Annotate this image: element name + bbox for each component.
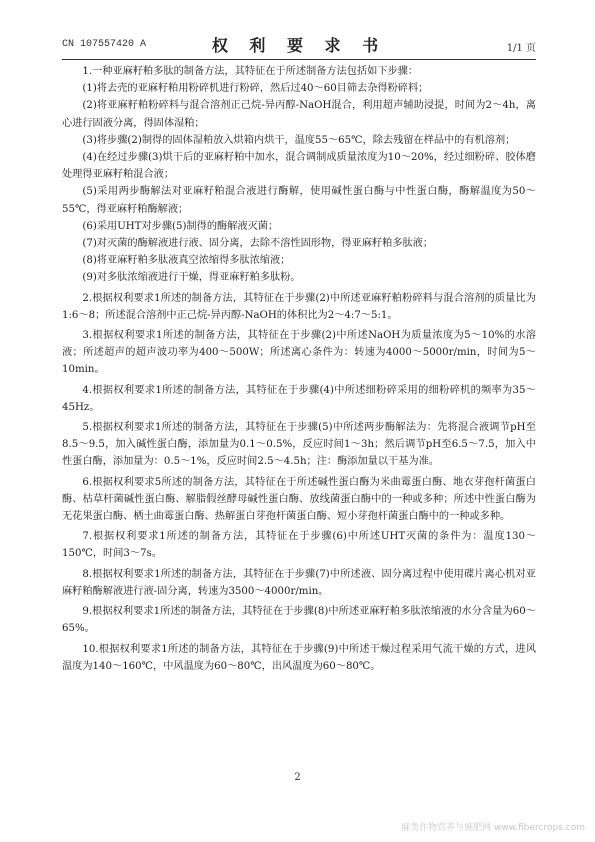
claim-1-step-9: (9)对多肽浓缩液进行干燥，得亚麻籽粕多肽粉。 — [82, 272, 301, 284]
claim-1: 1.一种亚麻籽粕多肽的制备方法，其特征在于所述制备方法包括如下步骤： — [82, 66, 419, 77]
claims-body — [62, 63, 536, 675]
claim-10: 10.根据权利要求1所述的制备方法，其特征在于步骤(9)中所述干燥过程采用气流干燥的方式，进风温度为140～160℃，中风温度为60～80℃，出风温度为60～80℃。 — [62, 643, 536, 672]
claim-1-step-5: (5)采用两步酶解法对亚麻籽粕混合液进行酶解，使用碱性蛋白酶与中性蛋白酶，酶解温度为50～55℃，得亚麻籽粕酶解液； — [62, 186, 536, 215]
claim-1-step-3: (3)将步骤(2)制得的固体湿粕放入烘箱内烘干，温度55～65℃，除去残留在样品中的有机溶剂； — [82, 134, 516, 146]
claim-6: 6.根据权利要求5所述的制备方法，其特征在于所述碱性蛋白酶为米曲霉蛋白酶、地衣芽孢杆菌蛋白酶、枯草杆菌碱性蛋白酶、解脂假丝酵母碱性蛋白酶、放线菌蛋白酶中的一种或多种；所述中性蛋白酶为无花果蛋白酶、栖土曲霉蛋白酶、热解蛋白芽孢杆菌蛋白酶、短小芽孢杆菌蛋白酶中的一种或多种。 — [62, 476, 536, 523]
page-info: 1/1 页 — [506, 43, 536, 54]
claim-5: 5.根据权利要求1所述的制备方法，其特征在于步骤(5)中所述两步酶解法为：先将混合液调节pH至8.5～9.5，加入碱性蛋白酶，添加量为0.1～0.5%，反应时间1～3h；然后调节pH至6.5～7.5，加入中性蛋白酶，添加量为：0.5～1%，反应时间2.5～4.5h；注：酶添加量以干基为准。 — [62, 422, 536, 468]
claim-9: 9.根据权利要求1所述的制备方法，其特征在于步骤(8)中所述亚麻籽粕多肽浓缩液的水分含量为60～65%。 — [62, 606, 536, 635]
document-title: 权 利 要 求 书 — [211, 36, 387, 55]
claim-1-step-6: (6)采用UHT对步骤(5)制得的酶解液灭菌； — [82, 220, 279, 232]
claim-7: 7.根据权利要求1所述的制备方法，其特征在于步骤(6)中所述UHT灭菌的条件为：温度130～150℃，时间3～7s。 — [62, 531, 536, 560]
claim-1-step-4: (4)在经过步骤(3)烘干后的亚麻籽粕中加水，混合调制成质量浓度为10～20%，经过细粉碎、胶体磨处理得亚麻籽粕混合液； — [62, 152, 536, 181]
claim-3: 3.根据权利要求1所述的制备方法，其特征在于步骤(2)中所述NaOH为质量浓度为5～10%的水溶液；所述超声的超声波功率为400～500W；所述离心条件为：转速为4000～5000r/min，时间为5～10min。 — [62, 330, 536, 376]
page-number: 2 — [294, 772, 301, 783]
claim-1-step-7: (7)对灭菌的酶解液进行液、固分离，去除不溶性固形物，得亚麻籽粕多肽液； — [82, 238, 434, 250]
site-watermark: 麻类作物营养与施肥网 www.fibercrops.com — [401, 823, 585, 833]
claim-1-step-2: (2)将亚麻籽粕粉碎料与混合溶剂正己烷-异丙醇-NaOH混合，利用超声辅助浸提，时间为2～4h，离心进行固液分离，得固体湿粕； — [62, 100, 536, 129]
publication-number: CN 107557420 A — [62, 39, 147, 50]
claim-2: 2.根据权利要求1所述的制备方法，其特征在于步骤(2)中所述亚麻籽粕粉碎料与混合溶剂的质量比为1:6～8；所述混合溶剂中正己烷-异丙醇-NaOH的体积比为2～4:7～5:1。 — [62, 292, 536, 321]
claim-1-step-1: (1)将去壳的亚麻籽粕用粉碎机进行粉碎，然后过40～60目筛去杂得粉碎料； — [82, 83, 429, 95]
header-divider — [62, 59, 536, 60]
claim-4: 4.根据权利要求1所述的制备方法，其特征在于步骤(4)中所述细粉碎采用的细粉碎机的频率为35～45Hz。 — [62, 384, 536, 413]
claim-8: 8.根据权利要求1所述的制备方法，其特征在于步骤(7)中所述液、固分离过程中使用碟片离心机对亚麻籽粕酶解液进行液-固分离，转速为3500～4000r/min。 — [62, 568, 536, 597]
claim-1-step-8: (8)将亚麻籽粕多肽液真空浓缩得多肽浓缩液； — [82, 255, 291, 267]
document-header — [62, 29, 536, 57]
